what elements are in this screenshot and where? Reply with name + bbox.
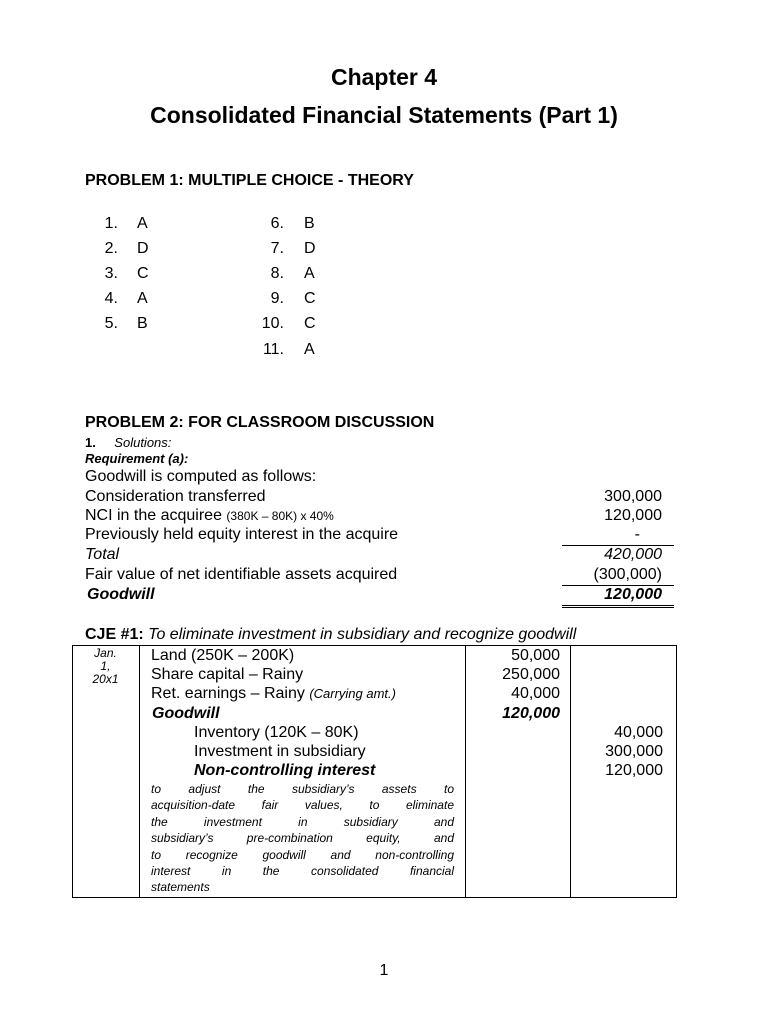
goodwill-value: 120,000 — [604, 586, 662, 603]
chapter-title: Chapter 4 — [330, 64, 438, 90]
entry-credit: 40,000 — [614, 724, 663, 741]
previously-held-label: Previously held equity interest in the acquire — [85, 526, 399, 543]
entry-account: Share capital – Rainy — [151, 666, 304, 683]
nci-label: NCI in the acquiree — [85, 507, 222, 524]
goodwill-label: Goodwill — [87, 586, 155, 603]
entry-explanation: to adjust the subsidiary’s assets to acquisition-date fair values, to eliminate the investment in subsidiary and subsidiary’s pre-combination equity, and to recognize goodwill and non-controlling interest in the consolidated financial statements — [151, 782, 454, 895]
entry-account: Inventory (120K – 80K) — [194, 724, 359, 741]
double-rule-bottom — [562, 607, 674, 608]
item-number-row — [85, 434, 171, 452]
consideration-label: Consideration transferred — [85, 488, 266, 505]
entry-account-nci: Non-controlling interest — [194, 762, 376, 779]
entry-debit: 50,000 — [511, 647, 560, 664]
table-divider — [465, 645, 466, 897]
entry-credit: 120,000 — [605, 762, 663, 779]
requirement-label: Requirement (a): — [85, 451, 189, 466]
entry-debit: 120,000 — [502, 705, 560, 722]
double-rule-top — [562, 605, 674, 606]
item-label: Solutions: — [114, 435, 172, 450]
entry-credit: 300,000 — [605, 743, 663, 760]
problem2-heading: PROBLEM 2: FOR CLASSROOM DISCUSSION — [85, 414, 435, 431]
entry-date: Jan. 1, 20x1 — [92, 646, 119, 686]
entry-debit: 40,000 — [511, 685, 560, 702]
total-value: 420,000 — [604, 546, 662, 563]
page-number: 1 — [379, 962, 389, 979]
entry-account-row — [151, 685, 396, 703]
entry-account: Ret. earnings – Rainy — [151, 685, 305, 702]
entry-account-goodwill: Goodwill — [152, 705, 220, 722]
goodwill-intro: Goodwill is computed as follows: — [85, 468, 317, 485]
nci-row — [85, 507, 334, 525]
fair-value-value: (300,000) — [593, 566, 662, 583]
total-label: Total — [85, 546, 120, 563]
cje-heading — [85, 626, 576, 644]
entry-debit: 250,000 — [502, 666, 560, 683]
previously-held-value: - — [634, 526, 640, 543]
cje-description: To eliminate investment in subsidiary and recognize goodwill — [148, 626, 577, 643]
table-divider — [139, 645, 140, 897]
problem1-heading: PROBLEM 1: MULTIPLE CHOICE - THEORY — [85, 172, 414, 189]
cje-label: CJE #1: — [85, 626, 144, 643]
nci-value: 120,000 — [604, 507, 662, 524]
page-title: Consolidated Financial Statements (Part 1) — [150, 102, 618, 128]
entry-note: (Carrying amt.) — [309, 686, 396, 701]
entry-account: Land (250K – 200K) — [151, 647, 295, 664]
fair-value-label: Fair value of net identifiable assets acquired — [85, 566, 398, 583]
consideration-value: 300,000 — [604, 488, 662, 505]
item-number: 1. — [85, 435, 96, 450]
entry-account: Investment in subsidiary — [194, 743, 366, 760]
nci-note: (380K – 80K) x 40% — [226, 509, 334, 523]
